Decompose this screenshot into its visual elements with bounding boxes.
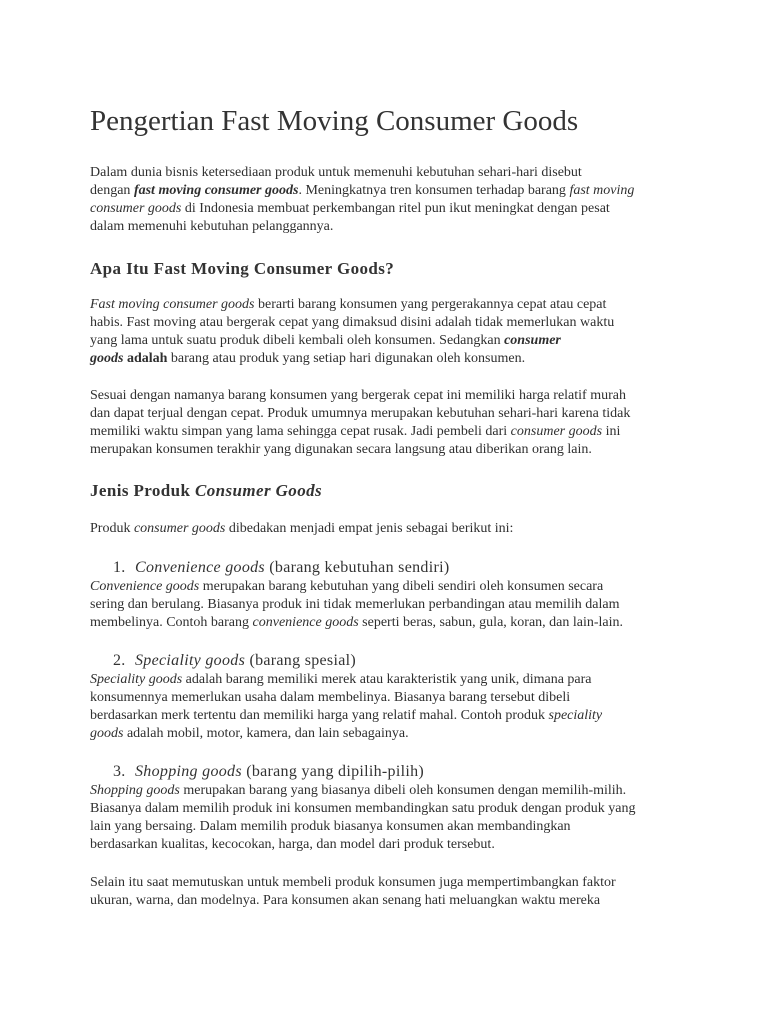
text-line: merupakan konsumen terakhir yang digunakan secara langsung atau diberikan orang lain. <box>90 442 592 457</box>
list-item-heading-2 <box>113 650 356 672</box>
list-item-body-2 <box>90 671 690 743</box>
closing-paragraph <box>90 874 690 910</box>
text-line: Dalam dunia bisnis ketersediaan produk untuk memenuhi kebutuhan sehari-hari disebut <box>90 165 582 180</box>
heading-product-types <box>90 479 322 503</box>
text-line: dalam memenuhi kebutuhan pelanggannya. <box>90 219 334 234</box>
page-title: Pengertian Fast Moving Consumer Goods <box>90 105 579 137</box>
list-item-body-1 <box>90 578 690 632</box>
text-line: berdasarkan merk tertentu dan memiliki harga yang relatif mahal. Contoh produk speciality <box>90 708 603 723</box>
what-paragraph-1 <box>90 296 690 368</box>
text-line: konsumennya memerlukan usaha dalam membelinya. Biasanya barang tersebut dibeli <box>90 690 571 705</box>
list-item-number: 2. <box>113 652 126 669</box>
list-item-heading-1 <box>113 557 449 579</box>
heading-types-italic: Consumer Goods <box>195 481 323 500</box>
list-item-description: (barang yang dipilih-pilih) <box>246 763 425 780</box>
text-line: lain yang bersaing. Dalam memilih produk biasanya konsumen akan membandingkan <box>90 819 571 834</box>
list-item-body-3 <box>90 782 690 854</box>
types-intro-paragraph <box>90 520 690 538</box>
list-item-name: Convenience goods <box>135 559 265 576</box>
text-line: yang lama untuk suatu produk dibeli kembali oleh konsumen. Sedangkan consumer <box>90 333 561 348</box>
heading-types-plain: Jenis Produk <box>90 481 196 500</box>
text-line: Selain itu saat memutuskan untuk membeli produk konsumen juga mempertimbangkan faktor <box>90 875 616 890</box>
list-item-heading-3 <box>113 761 424 783</box>
text-line: sering dan berulang. Biasanya produk ini tidak memerlukan perbandingan atau memilih dalam <box>90 597 620 612</box>
text-line: goods adalah mobil, motor, kamera, dan lain sebagainya. <box>90 726 409 741</box>
text-line: Produk consumer goods dibedakan menjadi empat jenis sebagai berikut ini: <box>90 521 514 536</box>
list-item-name: Speciality goods <box>135 652 246 669</box>
text-line: Convenience goods merupakan barang kebutuhan yang dibeli sendiri oleh konsumen secara <box>90 579 604 594</box>
text-line: berdasarkan kualitas, kecocokan, harga, dan model dari produk tersebut. <box>90 837 495 852</box>
text-line: memiliki waktu simpan yang lama sehingga cepat rusak. Jadi pembeli dari consumer goods ini <box>90 424 621 439</box>
list-item-number: 3. <box>113 763 126 780</box>
text-line: Biasanya dalam memilih produk ini konsumen membandingkan satu produk dengan produk yang <box>90 801 636 816</box>
text-line: ukuran, warna, dan modelnya. Para konsumen akan senang hati meluangkan waktu mereka <box>90 893 601 908</box>
list-item-number: 1. <box>113 559 126 576</box>
list-item-description: (barang spesial) <box>249 652 356 669</box>
text-line: dan dapat terjual dengan cepat. Produk umumnya merupakan kebutuhan sehari-hari karena tidak <box>90 406 631 421</box>
list-item-name: Shopping goods <box>135 763 242 780</box>
text-line: membelinya. Contoh barang convenience goods seperti beras, sabun, gula, koran, dan lain-lain. <box>90 615 624 630</box>
heading-what-is-fmcg: Apa Itu Fast Moving Consumer Goods? <box>90 259 395 278</box>
intro-paragraph <box>90 164 690 236</box>
text-line: Speciality goods adalah barang memiliki merek atau karakteristik yang unik, dimana para <box>90 672 592 687</box>
what-paragraph-2 <box>90 387 690 459</box>
text-line: Fast moving consumer goods berarti barang konsumen yang pergerakannya cepat atau cepat <box>90 297 607 312</box>
text-line: Shopping goods merupakan barang yang biasanya dibeli oleh konsumen dengan memilih-milih. <box>90 783 627 798</box>
text-line: habis. Fast moving atau bergerak cepat yang dimaksud disini adalah tidak memerlukan waktu <box>90 315 615 330</box>
list-item-description: (barang kebutuhan sendiri) <box>269 559 450 576</box>
text-line: dengan fast moving consumer goods. Meningkatnya tren konsumen terhadap barang fast moving <box>90 183 635 198</box>
text-line: Sesuai dengan namanya barang konsumen yang bergerak cepat ini memiliki harga relatif murah <box>90 388 626 403</box>
text-line: goods adalah barang atau produk yang setiap hari digunakan oleh konsumen. <box>90 351 526 366</box>
text-line: consumer goods di Indonesia membuat perkembangan ritel pun ikut meningkat dengan pesat <box>90 201 610 216</box>
